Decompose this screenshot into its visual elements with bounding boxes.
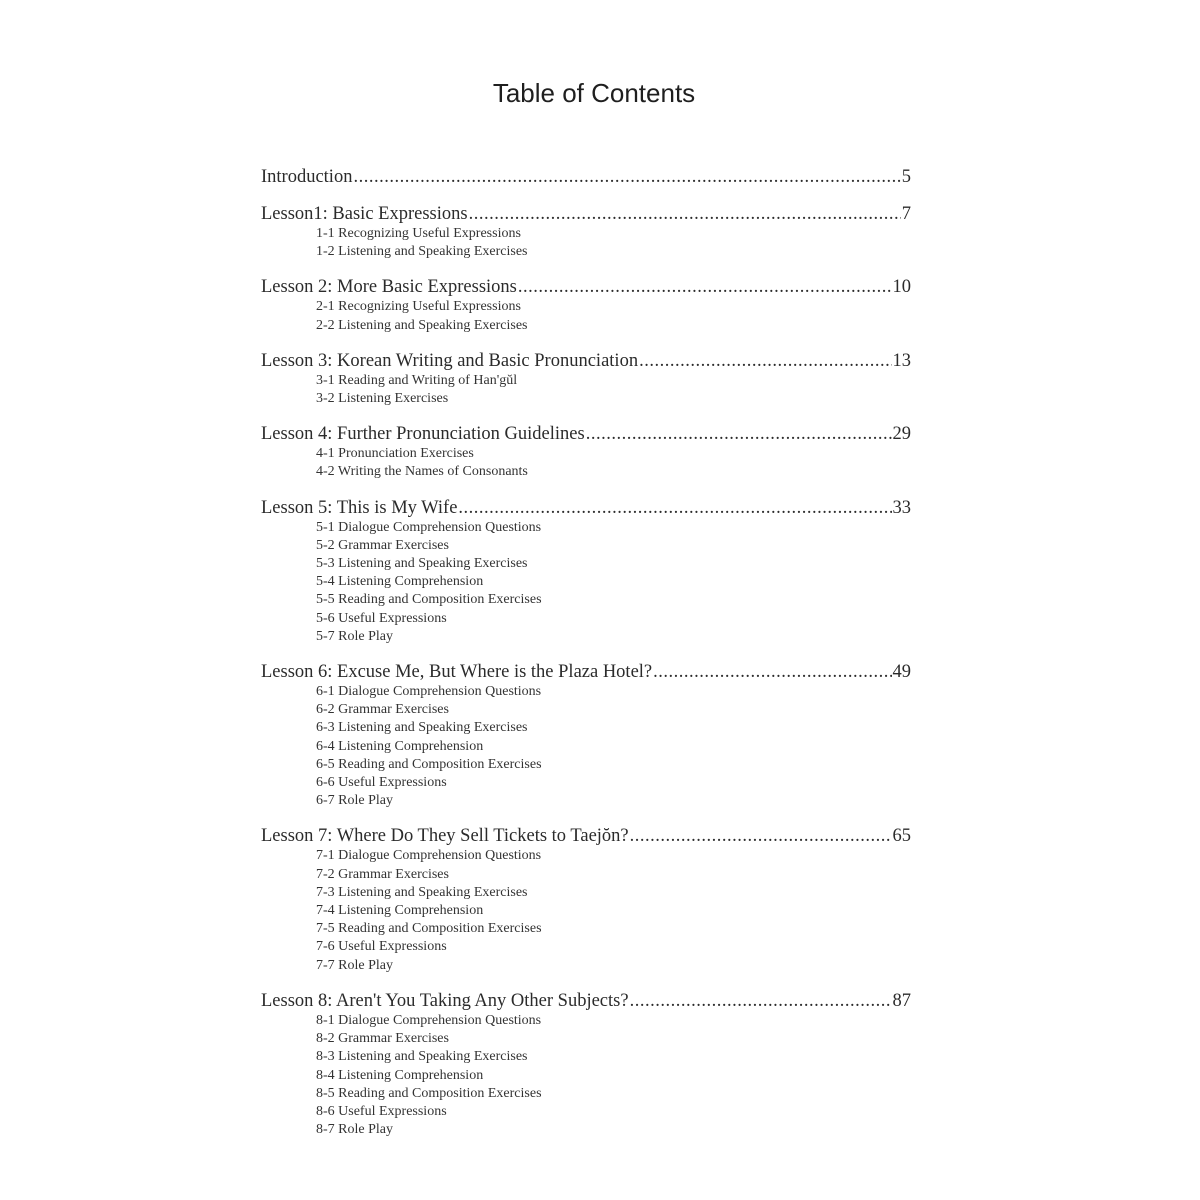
toc-main-line [261, 350, 911, 372]
dot-leader [630, 825, 892, 847]
toc-subsection: 7-7 Role Play [316, 957, 393, 973]
toc-entry-title: Lesson 6: Excuse Me, But Where is the Plaza Hotel? [261, 662, 653, 683]
toc-subsection: 8-1 Dialogue Comprehension Questions [316, 1012, 542, 1028]
toc-main-line [261, 497, 911, 519]
page-title: Table of Contents [492, 78, 696, 108]
toc-subsection: 3-1 Reading and Writing of Han'gŭl [316, 372, 518, 388]
toc-subsection: 6-2 Grammar Exercises [316, 702, 449, 718]
toc-subsection-list [261, 298, 911, 334]
toc-entry-title: Lesson 4: Further Pronunciation Guidelines [261, 424, 585, 445]
toc-entry-title: Lesson 2: More Basic Expressions [261, 277, 517, 298]
toc-subsection: 6-4 Listening Comprehension [316, 738, 484, 754]
toc-entry-title: Lesson 8: Aren't You Taking Any Other Subjects? [261, 990, 629, 1011]
toc-subsection: 5-1 Dialogue Comprehension Questions [316, 519, 542, 535]
toc-subsection: 2-2 Listening and Speaking Exercises [316, 317, 528, 333]
toc-subsection: 4-1 Pronunciation Exercises [316, 446, 474, 462]
toc-subsection: 8-3 Listening and Speaking Exercises [316, 1049, 528, 1065]
table-of-contents [261, 166, 911, 1154]
toc-subsection: 2-1 Recognizing Useful Expressions [316, 299, 521, 315]
toc-entry [261, 276, 911, 334]
toc-entry [261, 990, 911, 1139]
toc-page-number: 33 [892, 497, 911, 518]
dot-leader [586, 423, 892, 445]
toc-entry-title: Lesson 7: Where Do They Sell Tickets to Taejŏn? [261, 826, 629, 847]
dot-leader [353, 166, 900, 188]
toc-main-line [261, 825, 911, 847]
toc-subsection-list [261, 519, 911, 646]
toc-page-number: 87 [892, 990, 911, 1011]
toc-main-line [261, 423, 911, 445]
toc-subsection: 3-2 Listening Exercises [316, 391, 449, 407]
toc-main-line [261, 661, 911, 683]
toc-subsection-list [261, 847, 911, 974]
toc-subsection: 5-3 Listening and Speaking Exercises [316, 556, 528, 572]
dot-leader [469, 203, 901, 225]
toc-subsection: 7-1 Dialogue Comprehension Questions [316, 848, 542, 864]
toc-main-line [261, 990, 911, 1012]
toc-entry-title: Introduction [261, 167, 353, 187]
toc-subsection: 1-2 Listening and Speaking Exercises [316, 244, 528, 260]
toc-subsection: 8-2 Grammar Exercises [316, 1031, 449, 1047]
toc-subsection-list [261, 445, 911, 481]
toc-subsection: 8-5 Reading and Composition Exercises [316, 1085, 542, 1101]
toc-subsection: 5-7 Role Play [316, 628, 393, 644]
toc-subsection-list [261, 683, 911, 810]
dot-leader [630, 990, 892, 1012]
toc-page-number: 65 [892, 826, 911, 847]
toc-subsection: 6-7 Role Play [316, 793, 393, 809]
toc-subsection: 5-6 Useful Expressions [316, 610, 447, 626]
toc-subsection: 5-4 Listening Comprehension [316, 574, 484, 590]
toc-subsection: 8-4 Listening Comprehension [316, 1067, 484, 1083]
toc-entry [261, 423, 911, 481]
toc-subsection: 1-1 Recognizing Useful Expressions [316, 226, 521, 241]
toc-entry [261, 350, 911, 408]
toc-main-line [261, 203, 911, 225]
toc-subsection-list [261, 372, 911, 408]
toc-main-line [261, 276, 911, 298]
toc-page-number: 5 [901, 167, 911, 187]
toc-subsection: 4-2 Writing the Names of Consonants [316, 464, 528, 480]
toc-entry-title: Lesson1: Basic Expressions [261, 204, 468, 224]
dot-leader [458, 497, 891, 519]
toc-entry [261, 825, 911, 974]
toc-entry [261, 661, 911, 810]
toc-subsection: 7-6 Useful Expressions [316, 939, 447, 955]
toc-page-number: 29 [892, 424, 911, 445]
toc-subsection: 8-6 Useful Expressions [316, 1103, 447, 1119]
toc-entry [261, 203, 911, 261]
toc-subsection: 7-5 Reading and Composition Exercises [316, 921, 542, 937]
toc-main-line [261, 166, 911, 188]
toc-page-number: 10 [892, 277, 911, 298]
toc-page-number: 7 [901, 204, 911, 224]
toc-entry-title: Lesson 5: This is My Wife [261, 497, 458, 518]
toc-subsection: 8-7 Role Play [316, 1122, 393, 1138]
toc-subsection: 6-5 Reading and Composition Exercises [316, 756, 542, 772]
toc-subsection: 7-3 Listening and Speaking Exercises [316, 884, 528, 900]
toc-subsection: 6-1 Dialogue Comprehension Questions [316, 684, 542, 700]
toc-subsection-list [261, 1012, 911, 1139]
toc-page-number: 49 [892, 662, 911, 683]
toc-entry [261, 166, 911, 188]
toc-subsection: 5-5 Reading and Composition Exercises [316, 592, 542, 608]
toc-subsection: 7-4 Listening Comprehension [316, 903, 484, 919]
toc-page-number: 13 [892, 350, 911, 371]
dot-leader [653, 661, 891, 683]
toc-subsection: 6-3 Listening and Speaking Exercises [316, 720, 528, 736]
toc-subsection: 5-2 Grammar Exercises [316, 537, 449, 553]
dot-leader [518, 276, 892, 298]
dot-leader [639, 350, 891, 372]
toc-entry-title: Lesson 3: Korean Writing and Basic Pronunciation [261, 350, 639, 371]
toc-subsection-list [261, 225, 911, 261]
toc-subsection: 6-6 Useful Expressions [316, 775, 447, 791]
toc-subsection: 7-2 Grammar Exercises [316, 866, 449, 882]
toc-entry [261, 497, 911, 646]
